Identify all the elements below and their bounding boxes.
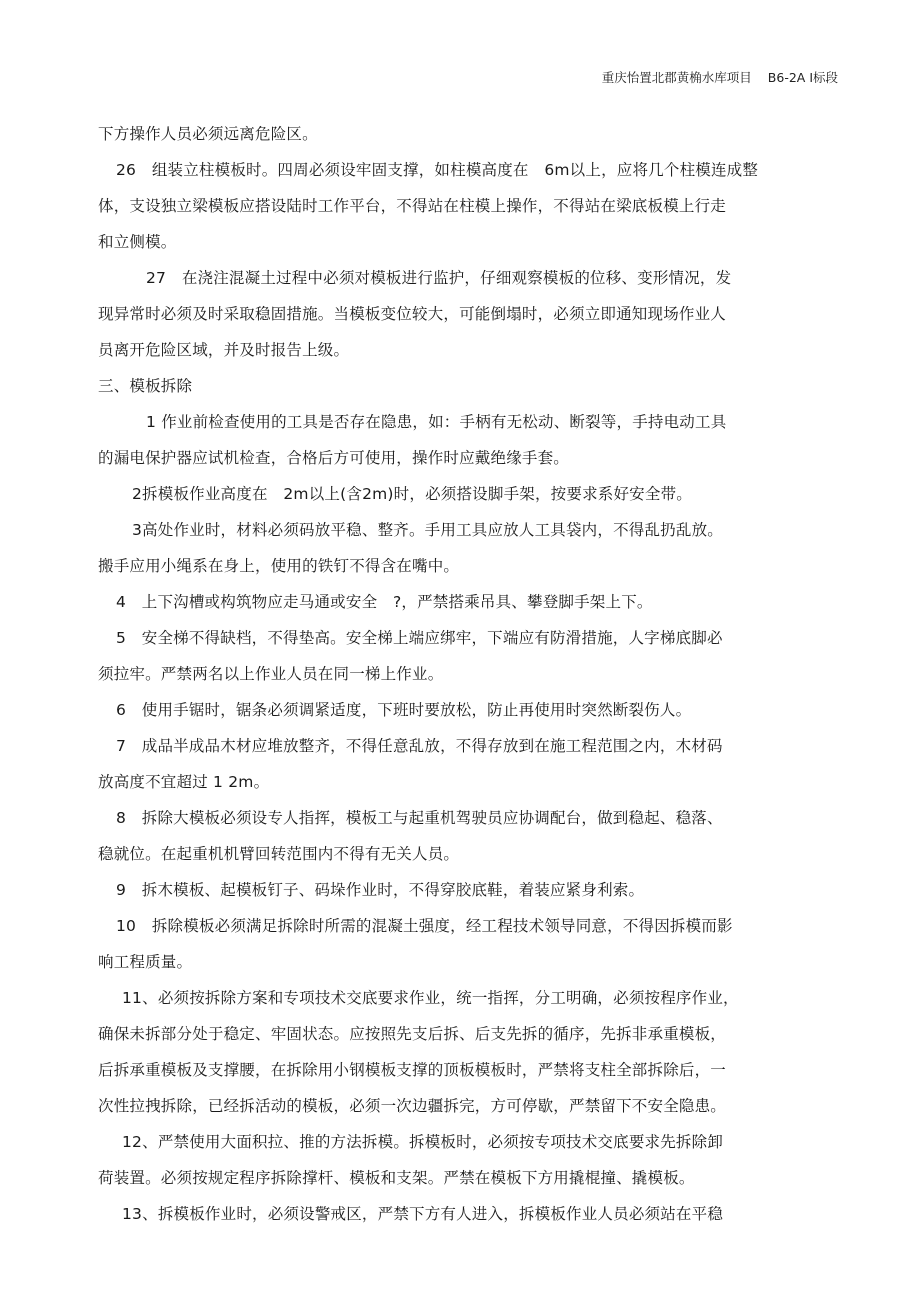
text-line: 和立侧模。 [98,233,177,251]
text-line: 现异常时必须及时采取稳固措施。当模板变位较大，可能倒塌时，必须立即通知现场作业人 [98,305,727,323]
text-line: 的漏电保护器应试机检查，合格后方可使用，操作时应戴绝缘手套。 [98,449,570,467]
text-line: 27 在浇注混凝土过程中必须对模板进行监护，仔细观察模板的位移、变形情况，发 [146,269,732,287]
text-line: 8 拆除大模板必须设专人指挥，模板工与起重机驾驶员应协调配台，做到稳起、稳落、 [116,809,723,827]
text-line: 6 使用手锯时，锯条必须调紧适度，下班时要放松，防止再使用时突然断裂伤人。 [116,701,692,719]
text-line: 稳就位。在起重机机臂回转范围内不得有无关人员。 [98,845,460,863]
text-line: 响工程质量。 [98,953,193,971]
text-line: 1 作业前检查使用的工具是否存在隐患，如：手柄有无松动、断裂等，手持电动工具 [146,413,727,431]
header-project-name: 重庆怡置北郡黄桷水库项目 [601,70,752,85]
section-heading: 三、模板拆除 [98,377,193,395]
text-line: 10 拆除模板必须满足拆除时所需的混凝土强度，经工程技术领导同意，不得因拆模而影 [116,917,733,935]
text-line: 7 成品半成品木材应堆放整齐，不得任意乱放，不得存放到在施工程范围之内，木材码 [116,737,723,755]
text-line: 11、必须按拆除方案和专项技术交底要求作业，统一指挥，分工明确，必须按程序作业， [122,989,739,1007]
text-line: 26 组装立柱模板时。四周必须设牢固支撑，如柱模高度在 6m以上，应将几个柱模连成整 [116,161,759,179]
text-line: 放高度不宜超过 1 2m。 [98,773,270,791]
text-line: 下方操作人员必须远离危险区。 [98,125,318,143]
text-line: 5 安全梯不得缺档，不得垫高。安全梯上端应绑牢，下端应有防滑措施，人字梯底脚必 [116,629,723,647]
text-line: 荷装置。必须按规定程序拆除撑杆、模板和支架。严禁在模板下方用撬棍撞、撬模板。 [98,1169,695,1187]
text-line: 4 上下沟槽或构筑物应走马通或安全 ?，严禁搭乘吊具、攀登脚手架上下。 [116,593,653,611]
text-line: 员离开危险区域，并及时报告上级。 [98,341,350,359]
text-line: 搬手应用小绳系在身上，使用的铁钉不得含在嘴中。 [98,557,460,575]
text-line: 体，支设独立梁模板应搭设陆时工作平台，不得站在柱模上操作，不得站在梁底板模上行走 [98,197,727,215]
text-line: 12、严禁使用大面积拉、推的方法拆模。拆模板时，必须按专项技术交底要求先拆除卸 [122,1133,724,1151]
text-line: 13、拆模板作业时，必须设警戒区，严禁下方有人进入，拆模板作业人员必须站在平稳 [122,1205,724,1223]
header-section-label: B6-2A Ⅰ标段 [767,70,838,85]
text-line: 3高处作业时，材料必须码放平稳、整齐。手用工具应放人工具袋内，不得乱扔乱放。 [132,521,723,539]
text-line: 后拆承重模板及支撑腰，在拆除用小钢模板支撑的顶板模板时，严禁将支柱全部拆除后，一 [98,1061,727,1079]
text-line: 9 拆木模板、起模板钉子、码垛作业时，不得穿胶底鞋，着装应紧身利索。 [116,881,645,899]
text-line: 须拉牢。严禁两名以上作业人员在同一梯上作业。 [98,665,444,683]
document-body [98,116,834,1232]
text-line: 次性拉拽拆除，已经拆活动的模板，必须一次边疆拆完，方可停歇，严禁留下不安全隐患。 [98,1097,727,1115]
text-line: 确保未拆部分处于稳定、牢固状态。应按照先支后拆、后支先拆的循序，先拆非承重模板， [98,1025,727,1043]
page-header [602,68,838,86]
text-line: 2拆模板作业高度在 2m以上(含2m)时，必须搭设脚手架，按要求系好安全带。 [132,485,692,503]
